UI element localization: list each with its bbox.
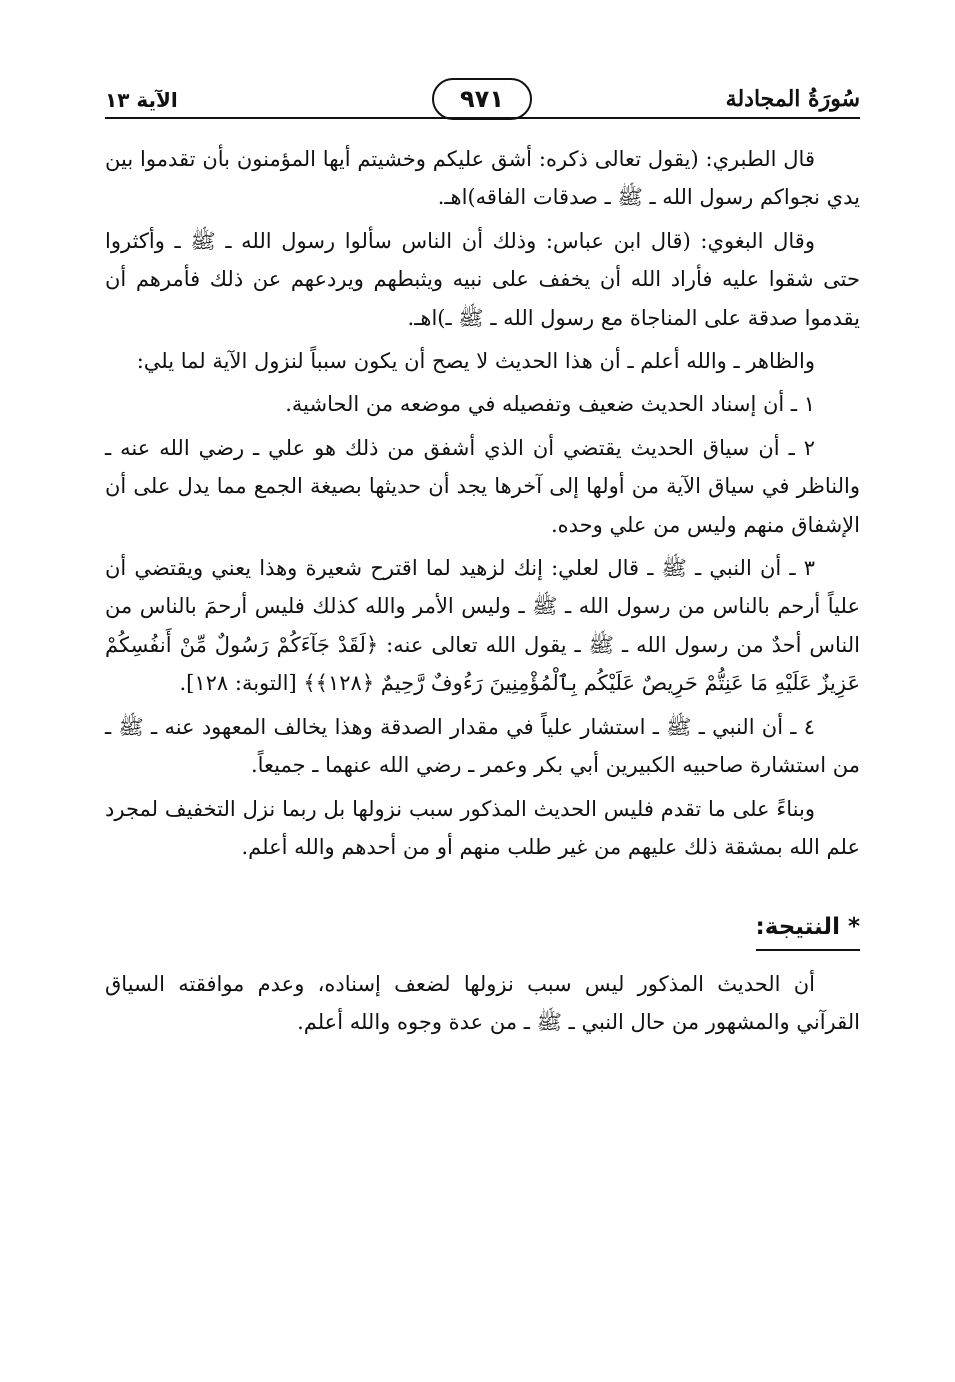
- page-body: [105, 140, 860, 1047]
- paragraph-thahir: والظاهر ـ والله أعلم ـ أن هذا الحديث لا يصح أن يكون سبباً لنزول الآية لما يلي:: [136, 349, 815, 374]
- point-1: ١ ـ أن إسناد الحديث ضعيف وتفصيله في موضعه من الحاشية.: [285, 392, 815, 417]
- ayah-label: الآية ١٣: [105, 88, 178, 112]
- page-number: ٩٧١: [460, 85, 504, 113]
- page-number-badge: [432, 78, 532, 120]
- header-rule: [105, 117, 860, 119]
- paragraph-conclusion: وبناءً على ما تقدم فليس الحديث المذكور سبب نزولها بل ربما نزل التخفيف لمجرد علم الله بمشقة ذلك عليهم من غير طلب منهم أو من أحدهم والله أعلم.: [105, 796, 860, 859]
- result-text: أن الحديث المذكور ليس سبب نزولها لضعف إسناده، وعدم موافقته السياق القرآني والمشهور من حال النبي ـ ﷺ ـ من عدة وجوه والله أعلم.: [105, 971, 860, 1035]
- point-3: [105, 549, 860, 703]
- point-2: ٢ ـ أن سياق الحديث يقتضي أن الذي أشفق من ذلك هو علي ـ رضي الله عنه ـ والناظر في سياق الآية من أولها إلى آخرها يجد أن حديثها بصيغة الجمع مما يدل على أن الإشفاق منهم وليس من علي وحده.: [105, 435, 860, 537]
- paragraph-tabari: قال الطبري: (يقول تعالى ذكره: أشق عليكم وخشيتم أيها المؤمنون بأن تقدموا بين يدي نجواكم رسول الله ـ ﷺ ـ صدقات الفاقه)اهـ.: [105, 147, 860, 210]
- result-heading-wrap: [105, 884, 860, 958]
- point-4: ٤ ـ أن النبي ـ ﷺ ـ استشار علياً في مقدار الصدقة وهذا يخالف المعهود عنه ـ ﷺ ـ من استشارة صاحبيه الكبيرين أبي بكر وعمر ـ رضي الله عنهما ـ جميعاً.: [105, 714, 860, 778]
- point-3-text: ٣ ـ أن النبي ـ ﷺ ـ قال لعلي: إنك لزهيد لما اقترح شعيرة وهذا يعني ويقتضي أن علياً أرحم بالناس من رسول الله ـ ﷺ ـ وليس الأمر والله كذلك فليس أرحمَ بالناس من الناس أحدٌ من رسول الله ـ ﷺ ـ يقول الله تعالى عنه:: [105, 556, 861, 657]
- page-header: [105, 60, 860, 122]
- quran-verse: ﴿لَقَدْ جَآءَكُمْ رَسُولٌ مِّنْ أَنفُسِكُمْ عَزِيزٌ عَلَيْهِ مَا عَنِتُّمْ حَرِيصٌ عَلَيْكُم بِٱلْمُؤْمِنِينَ رَءُوفٌ رَّحِيمٌ ﴿١٢٨﴾﴾: [105, 632, 860, 696]
- sura-name: سُورَةُ المجادلة: [725, 86, 860, 112]
- quran-reference: [التوبة: ١٢٨].: [179, 671, 297, 696]
- result-heading: * النتيجة:: [756, 908, 860, 950]
- paragraph-baghawi: وقال البغوي: (قال ابن عباس: وذلك أن الناس سألوا رسول الله ـ ﷺ ـ وأكثروا حتى شقوا عليه فأراد الله أن يخفف على نبيه ويثبطهم ويردعهم عن ذلك فأمرهم أن يقدموا صدقة على المناجاة مع رسول الله ـ ﷺ ـ)اهـ.: [105, 228, 860, 330]
